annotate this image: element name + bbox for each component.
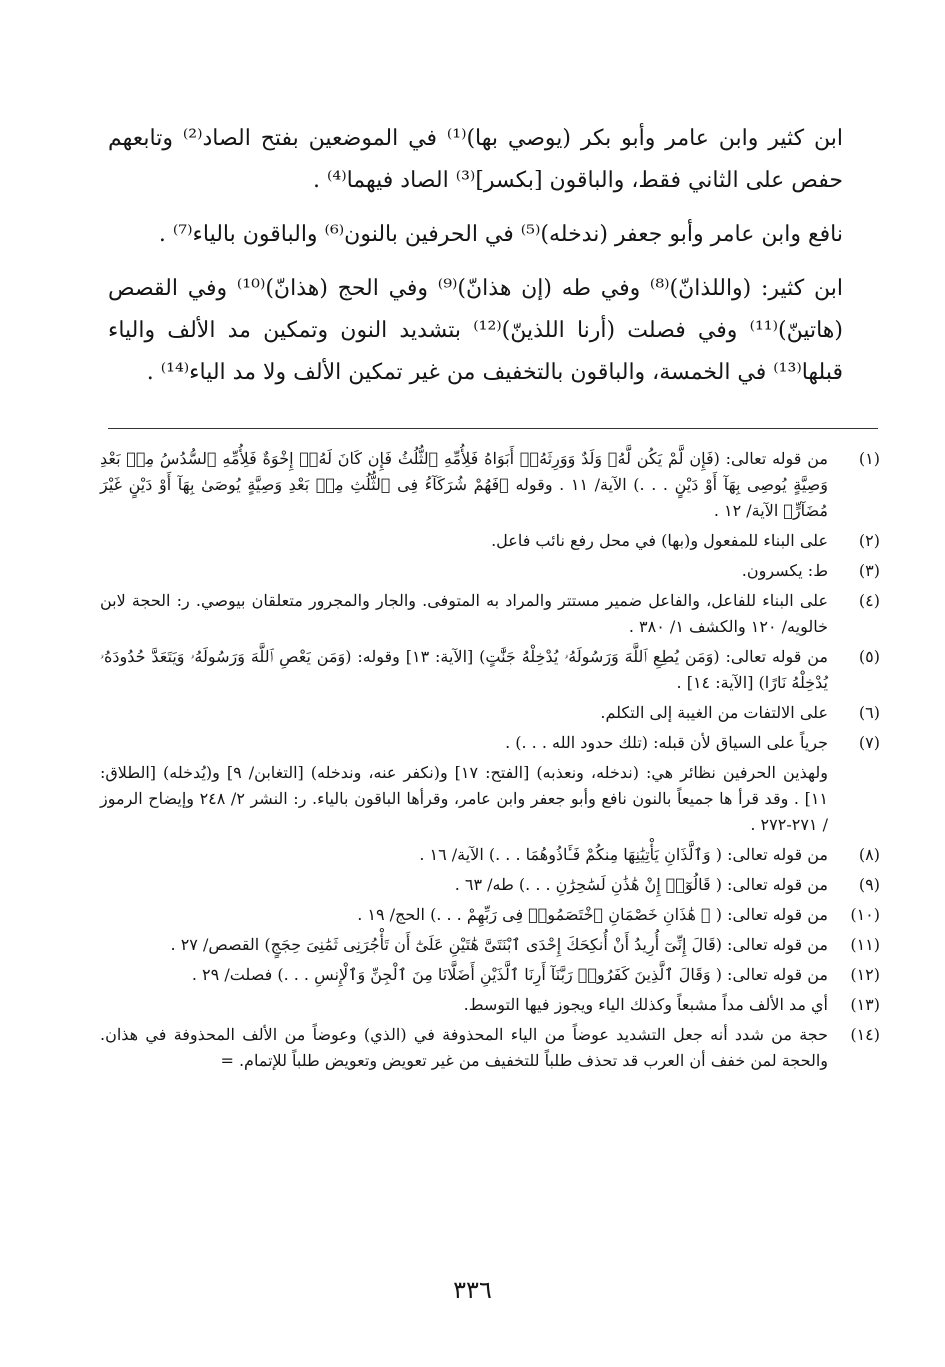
footnote [100, 932, 880, 958]
footnote-number: (٢) [858, 531, 880, 550]
footnote [100, 644, 880, 696]
footnote-continuation: ولهذين الحرفين نظائر هي: (ندخله، ونعذبه) [الفتح: ١٧] و(نكفر عنه، وندخله) [التغابن/ ٩] و(يُدخله) [الطلاق: ١١] . وقد قرأ ها جميعاً بالنون نافع وأبو جعفر وابن عامر، وقرأها الباقون بالياء. ر: النشر ٢/ ٢٤٨ وإيضاح الرموز / ٢٧١-٢٧٢ . [100, 763, 829, 834]
footnote-number: (٥) [858, 647, 880, 666]
footnote-number: (٤) [858, 591, 880, 610]
footnote-text: من قوله تعالى: (وَمَن يُطِعِ ٱللَّهَ وَرَسُولَهُۥ يُدْخِلْهُ جَنَّٰتٍ) [الآية: ١٣] وقوله: (وَمَن يَعْصِ ٱللَّهَ وَرَسُولَهُۥ وَيَتَعَدَّ حُدُودَهُۥ يُدْخِلْهُ نَارًا) [الآية: ١٤] . [100, 647, 829, 692]
main-paragraph: نافع وابن عامر وأبو جعفر (ندخله)⁽⁵⁾ في الحرفين بالنون⁽⁶⁾ والباقون بالياء⁽⁷⁾ . [158, 222, 843, 247]
footnote-number: (١٠) [850, 905, 880, 924]
footnote-text: جرياً على السياق لأن قبله: (تلك حدود الله . . .) . [505, 733, 828, 752]
footnote-text: حجة من شدد أنه جعل التشديد عوضاً من الياء المحذوفة في (الذي) وعوضاً من الألف المحذوفة في هذان. والحجة لمن خفف أن العرب قد تحذف طلباً للتخفيف من غير تعويض وتعويض طلباً للإتمام. = [100, 1025, 828, 1070]
footnote-text: ط: يكسرون. [741, 561, 828, 580]
footnote [100, 902, 880, 928]
footnote [100, 842, 880, 868]
footnote-text: من قوله تعالى: ( وَٱلَّذَانِ يَأْتِيَٰنِهَا مِنكُمْ فَـَٔاذُوهُمَا . . .) الآية/ ١٦ . [419, 845, 828, 864]
footnote [100, 1022, 880, 1074]
footnote-number: (١) [858, 449, 880, 468]
footnote-number: (٩) [858, 875, 880, 894]
footnote-number: (١٣) [850, 995, 880, 1014]
footnote [100, 992, 880, 1018]
footnote-text: أي مد الألف مداً مشبعاً وكذلك الياء ويجوز فيها التوسط. [463, 995, 828, 1014]
footnote-text: من قوله تعالى: ( وَقَالَ ٱلَّذِينَ كَفَرُوا۟ رَبَّنَآ أَرِنَا ٱلَّذَيْنِ أَضَلَّانَا مِنَ ٱلْجِنِّ وَٱلْإِنسِ . . .) فصلت/ ٢٩ . [191, 965, 828, 984]
footnote-text: من قوله تعالى: ( قَالُوٓا۟ إِنْ هَٰذَٰنِ لَسَٰحِرَٰنِ . . .) طه/ ٦٣ . [454, 875, 828, 894]
footnote [100, 446, 880, 524]
footnote-number: (٦) [858, 703, 880, 722]
footnote-number: (٣) [858, 561, 880, 580]
footnote-number: (٨) [858, 845, 880, 864]
footnote [100, 588, 880, 640]
footnote-number: (١٤) [850, 1025, 880, 1044]
main-paragraph: ابن كثير: (واللذانّ)⁽⁸⁾ وفي طه (إن هذانّ)⁽⁹⁾ وفي الحج (هذانّ)⁽¹⁰⁾ وفي القصص (هاتينّ)⁽¹¹⁾ وفي فصلت (أرنا اللذينّ)⁽¹²⁾ بتشديد النون وتمكين مد الألف والياء قبلها⁽¹³⁾ في الخمسة، والباقون بالتخفيف من غير تمكين الألف ولا مد الياء⁽¹⁴⁾ . [108, 276, 843, 385]
footnote-text: على البناء للفاعل، والفاعل ضمير مستتر والمراد به المتوفى. والجار والمجرور متعلقان بيوصي. ر: الحجة لابن خالويه/ ١٢٠ والكشف ١/ ٣٨٠ . [100, 591, 828, 636]
footnote-text: من قوله تعالى: (قَالَ إِنِّىٓ أُرِيدُ أَنْ أُنكِحَكَ إِحْدَى ٱبْنَتَىَّ هَٰتَيْنِ عَلَىٰٓ أَن تَأْجُرَنِى ثَمَٰنِىَ حِجَجٍ) القصص/ ٢٧ . [170, 935, 828, 954]
main-paragraph: ابن كثير وابن عامر وأبو بكر (يوصي بها)⁽¹⁾ في الموضعين بفتح الصاد⁽²⁾ وتابعهم حفص على الثاني فقط، والباقون [بكسر]⁽³⁾ الصاد فيهما⁽⁴⁾ . [108, 126, 843, 193]
footnote-number: (١٢) [850, 965, 880, 984]
footnote-text: على البناء للمفعول و(بها) في محل رفع نائب فاعل. [491, 531, 828, 550]
footnote [100, 962, 880, 988]
footnote-divider [108, 428, 878, 429]
footnote-text: من قوله تعالى: (فَإِن لَّمْ يَكُن لَّهُۥ وَلَدٌ وَوَرِثَهُۥٓ أَبَوَاهُ فَلِأُمِّهِ ٱلثُّلُثُ فَإِن كَانَ لَهُۥٓ إِخْوَةٌ فَلِأُمِّهِ ٱلسُّدُسُ مِنۢ بَعْدِ وَصِيَّةٍ يُوصِى بِهَآ أَوْ دَيْنٍ . . .) الآية/ ١١ . وقوله ﴿فَهُمْ شُرَكَآءُ فِى ٱلثُّلُثِ مِنۢ بَعْدِ وَصِيَّةٍ يُوصَىٰ بِهَآ أَوْ دَيْنٍ غَيْرَ مُضَآرٍّ﴾ الآية/ ١٢ . [100, 449, 829, 520]
footnote-text: على الالتفات من الغيبة إلى التكلم. [600, 703, 828, 722]
footnote [100, 558, 880, 584]
footnote-number: (٧) [858, 733, 880, 752]
page-number: ٣٣٦ [453, 1276, 492, 1304]
main-text [108, 118, 843, 394]
footnote-number: (١١) [850, 935, 880, 954]
footnote [100, 528, 880, 554]
footnote-text: من قوله تعالى: ( ۞ هَٰذَانِ خَصْمَانِ ٱخْتَصَمُوا۟ فِى رَبِّهِمْ . . .) الحج/ ١٩ . [357, 905, 828, 924]
footnote [100, 700, 880, 726]
footnote [100, 872, 880, 898]
footnotes [100, 446, 880, 1078]
footnote [100, 730, 880, 756]
